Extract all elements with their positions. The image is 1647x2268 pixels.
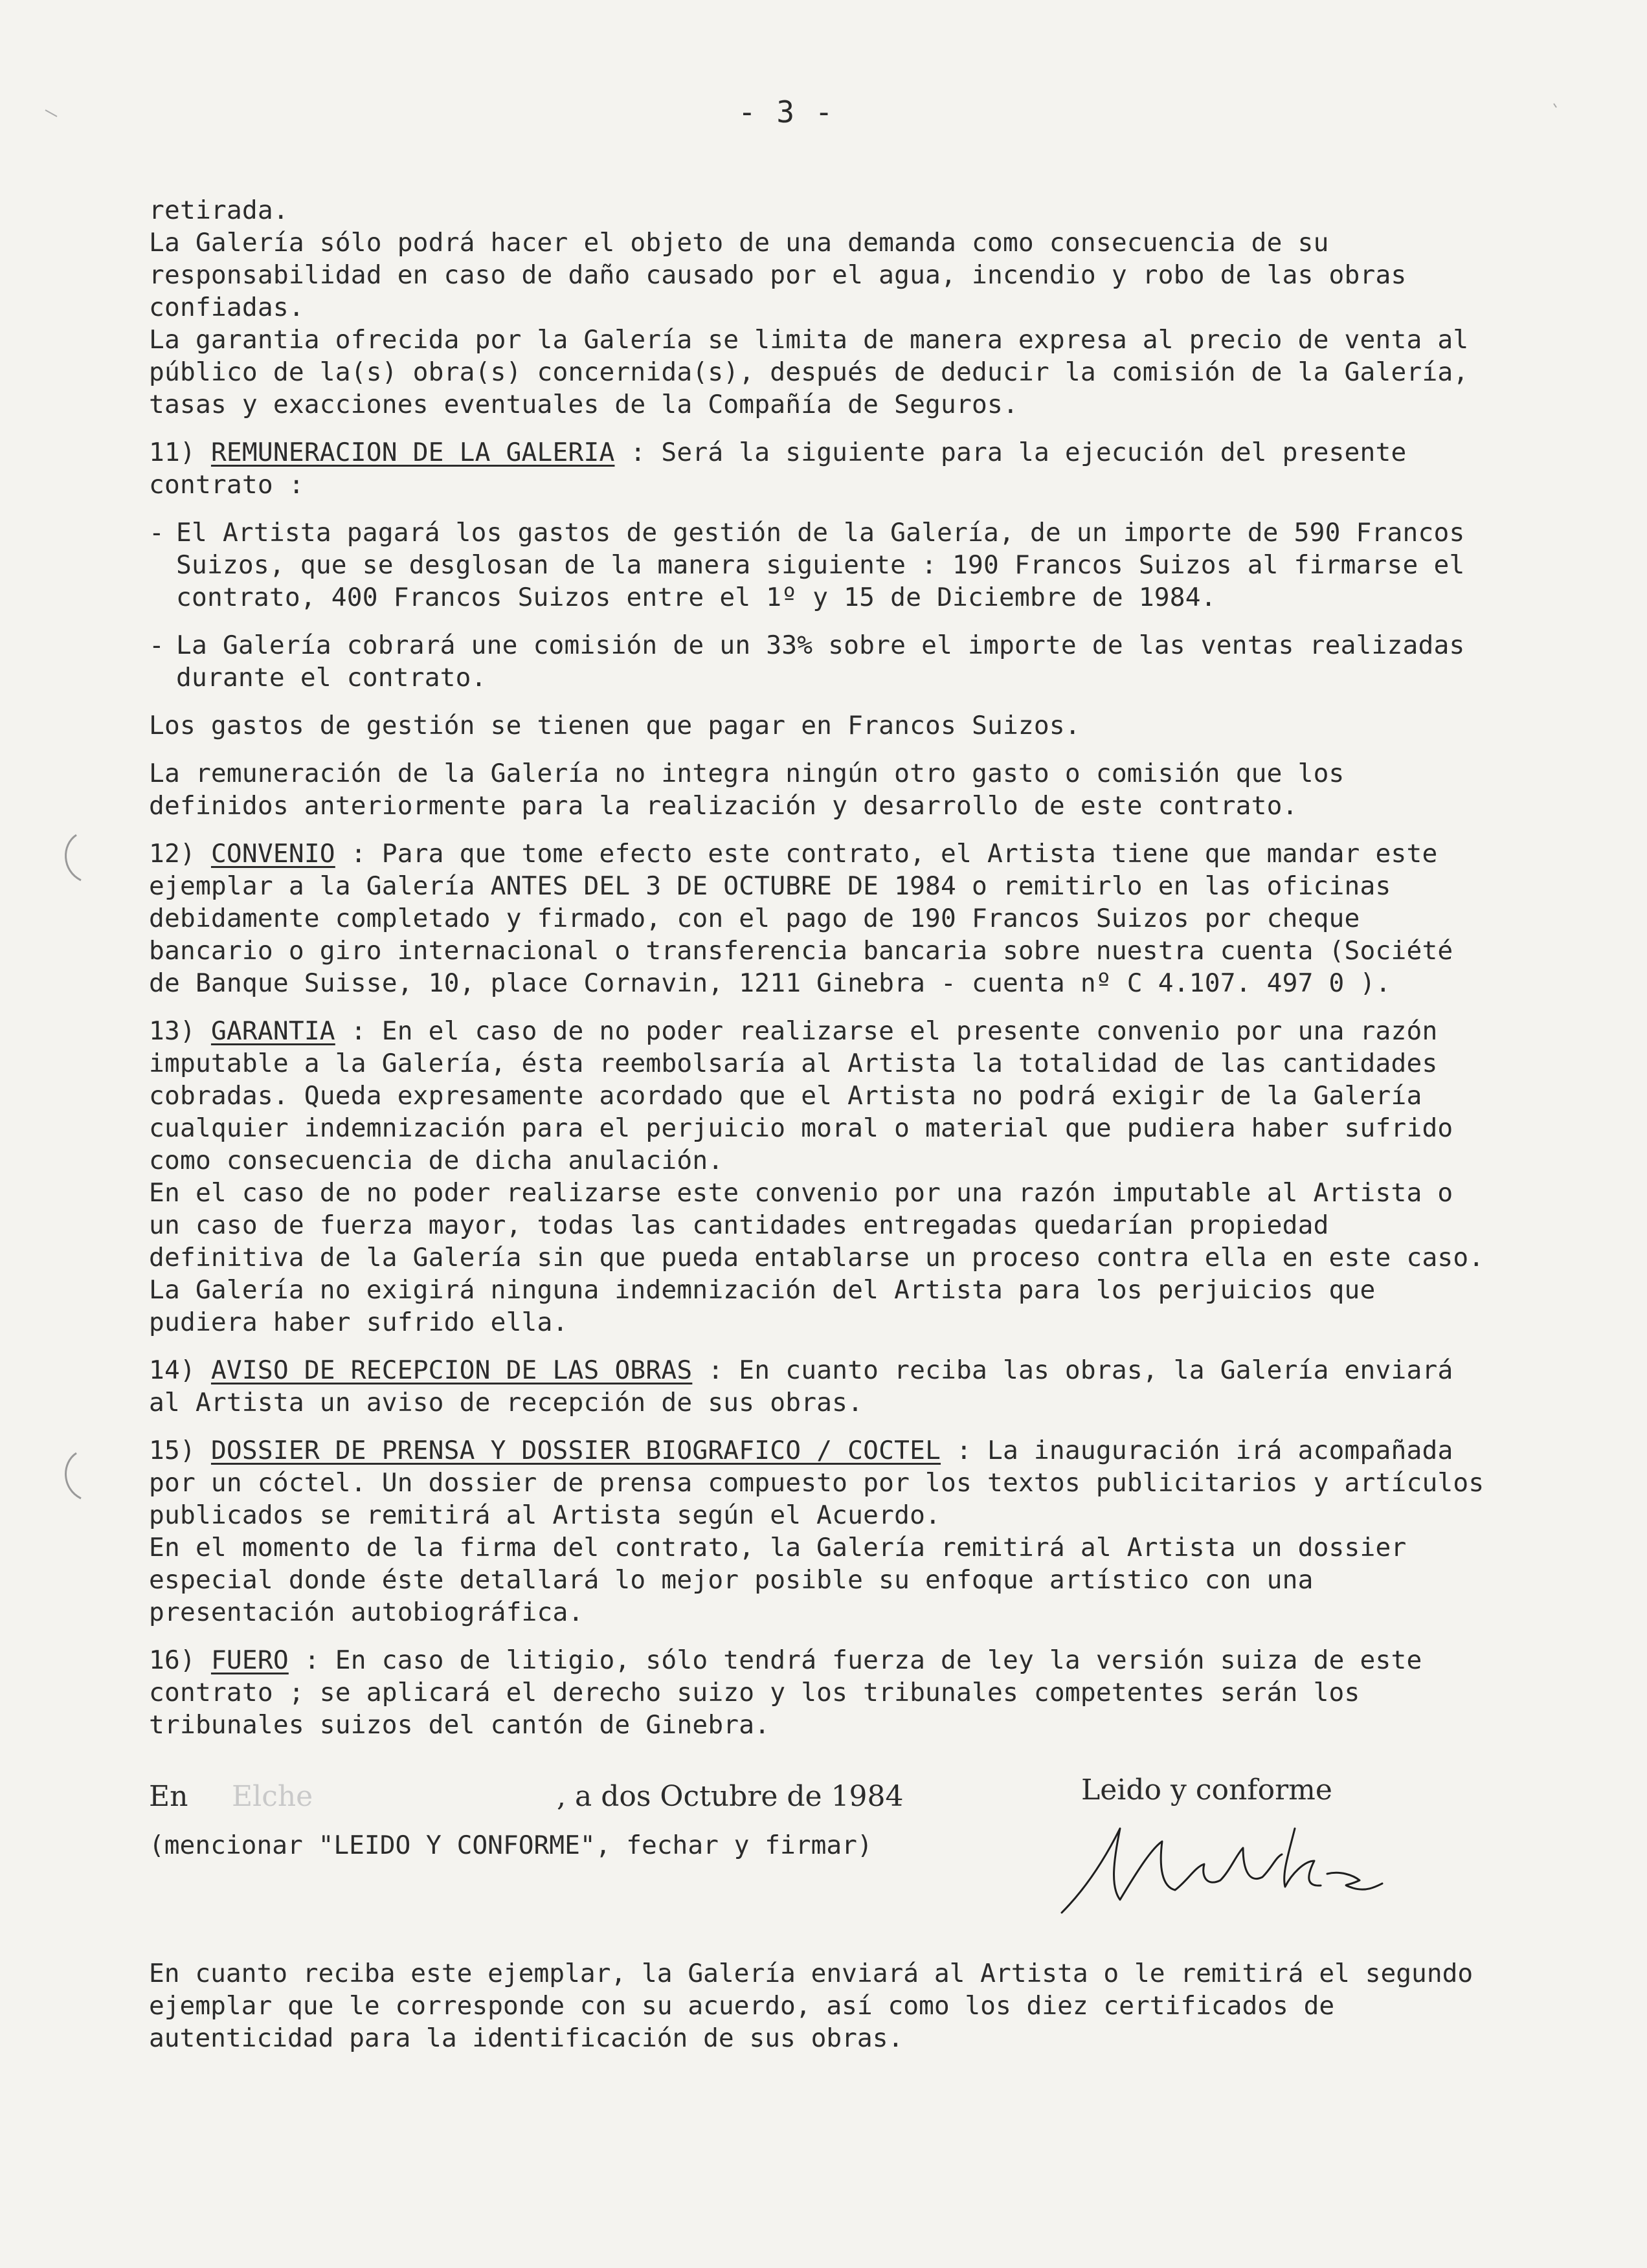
clause-11-remuneracion: La remuneración de la Galería no integra ningún otro gasto o comisión que los definidos anteriormente para la realización y desarrollo de este contrato.: [149, 759, 1345, 821]
clause-11-number: 11): [149, 438, 211, 467]
clause-16-text: : En caso de litigio, sólo tendrá fuerza de ley la versión suiza de este contrato ; se aplicará el derecho suizo y los tribunales competentes serán los tribunales suizos del cantón de Ginebra.: [149, 1645, 1422, 1740]
list-dash: -: [149, 630, 164, 660]
paragraph-garantia-precio: La garantia ofrecida por la Galería se limita de manera expresa al precio de venta al público de la(s) obra(s) concernida(s), después de deducir la comisión de la Galería, tasas y exacciones eventuales de la Compañía de Seguros.: [149, 325, 1469, 419]
clause-15: [149, 1434, 1496, 1531]
paragraph-responsabilidad: La Galería sólo podrá hacer el objeto de una demanda como consecuencia de su responsabilidad en caso de daño causado por el agua, incendio y robo de las obras confiadas.: [149, 228, 1407, 322]
clause-12-title: CONVENIO: [210, 839, 335, 869]
signing-date: , a dos Octubre de 1984: [557, 1780, 904, 1813]
page-number: - 3 -: [738, 94, 835, 129]
clause-14-text: : En cuanto reciba las obras, la Galería enviará al Artista un aviso de recepción de sus obras.: [149, 1355, 1453, 1418]
clause-13-number: 13): [149, 1016, 211, 1046]
clause-11-gastos: Los gastos de gestión se tienen que pagar en Francos Suizos.: [149, 711, 1081, 740]
clause-13-paragraph-2: En el caso de no poder realizarse este convenio por una razón imputable al Artista o un caso de fuerza mayor, todas las cantidades entregadas quedarían propiedad definitiva de la Galería sin que pueda entablarse un proceso contra ella en este caso. La Galería no exigirá ninguna indemnización del Artista para los perjuicios que pudiera haber sufrido ella.: [149, 1178, 1485, 1337]
leido-conforme: Leido y conforme: [1081, 1773, 1332, 1807]
clause-13-text: : En el caso de no poder realizarse el presente convenio por una razón imputable a la Galería, ésta reembolsaría al Artista la totalidad de las cantidades cobradas. Queda expresamente acordado que el Artista no podrá exigir de la Galería cualquier indemnización para el perjuicio moral o material que pudiera haber sufrido como consecuencia de dicha anulación.: [149, 1016, 1453, 1175]
clause-11: [149, 436, 1496, 501]
clause-11-item-1: [149, 517, 1496, 614]
clause-15-number: 15): [149, 1436, 211, 1465]
clause-11-item-2: [149, 629, 1496, 694]
clause-13-title: GARANTIA: [210, 1016, 335, 1046]
place-city: Elche: [232, 1780, 313, 1813]
handwritten-signature: [1049, 1816, 1385, 1919]
clause-14-number: 14): [149, 1355, 211, 1385]
clause-12: [149, 838, 1496, 999]
clause-16-title: FUERO: [210, 1645, 289, 1675]
clause-15-paragraph-2: En el momento de la firma del contrato, la Galería remitirá al Artista un dossier especial donde éste detallará lo mejor posible su enfoque artístico con una presentación autobiográfica.: [149, 1533, 1407, 1627]
clause-11-item-2-text: La Galería cobrará une comisión de un 33% sobre el importe de las ventas realizadas durante el contrato.: [176, 630, 1465, 693]
clause-16-number: 16): [149, 1645, 211, 1675]
clause-13: [149, 1015, 1496, 1177]
clause-14-title: AVISO DE RECEPCION DE LAS OBRAS: [210, 1355, 693, 1385]
clause-14: [149, 1354, 1496, 1419]
clause-11-item-1-text: El Artista pagará los gastos de gestión de la Galería, de un importe de 590 Francos Suizos, que se desglosan de la manera siguiente : 190 Francos Suizos al firmarse el contrato, 400 Francos Suizos entre el 1º y 15 de Diciembre de 1984.: [176, 518, 1465, 612]
clause-15-text: : La inauguración irá acompañada por un cóctel. Un dossier de prensa compuesto por los textos publicitarios y artículos publicados se remitirá al Artista según el Acuerdo.: [149, 1436, 1485, 1530]
clause-16: [149, 1644, 1496, 1741]
clause-11-text: : Será la siguiente para la ejecución del presente contrato :: [149, 438, 1407, 500]
final-paragraph: En cuanto reciba este ejemplar, la Galería enviará al Artista o le remitirá el segundo ejemplar que le corresponde con su acuerdo, así como los diez certificados de autenticidad para la identificación de sus obras.: [149, 1958, 1473, 2053]
clause-11-title: REMUNERACION DE LA GALERIA: [210, 438, 615, 467]
place-label: En: [149, 1780, 188, 1813]
clause-12-text: : Para que tome efecto este contrato, el Artista tiene que mandar este ejemplar a la Galería ANTES DEL 3 DE OCTUBRE DE 1984 o remitirlo en las oficinas debidamente completado y firmado, con el pago de 190 Francos Suizos por cheque bancario o giro internacional o transferencia bancaria sobre nuestra cuenta (Société de Banque Suisse, 10, place Cornavin, 1211 Ginebra - cuenta nº C 4.107. 497 0 ).: [149, 839, 1453, 998]
clause-15-title: DOSSIER DE PRENSA Y DOSSIER BIOGRAFICO / COCTEL: [210, 1436, 941, 1465]
document-body: [149, 194, 1496, 1757]
clause-12-number: 12): [149, 839, 211, 869]
list-dash: -: [149, 518, 164, 548]
paragraph-retirada: retirada.: [149, 195, 289, 225]
signing-instructions: (mencionar "LEIDO Y CONFORME", fechar y firmar): [149, 1830, 873, 1860]
